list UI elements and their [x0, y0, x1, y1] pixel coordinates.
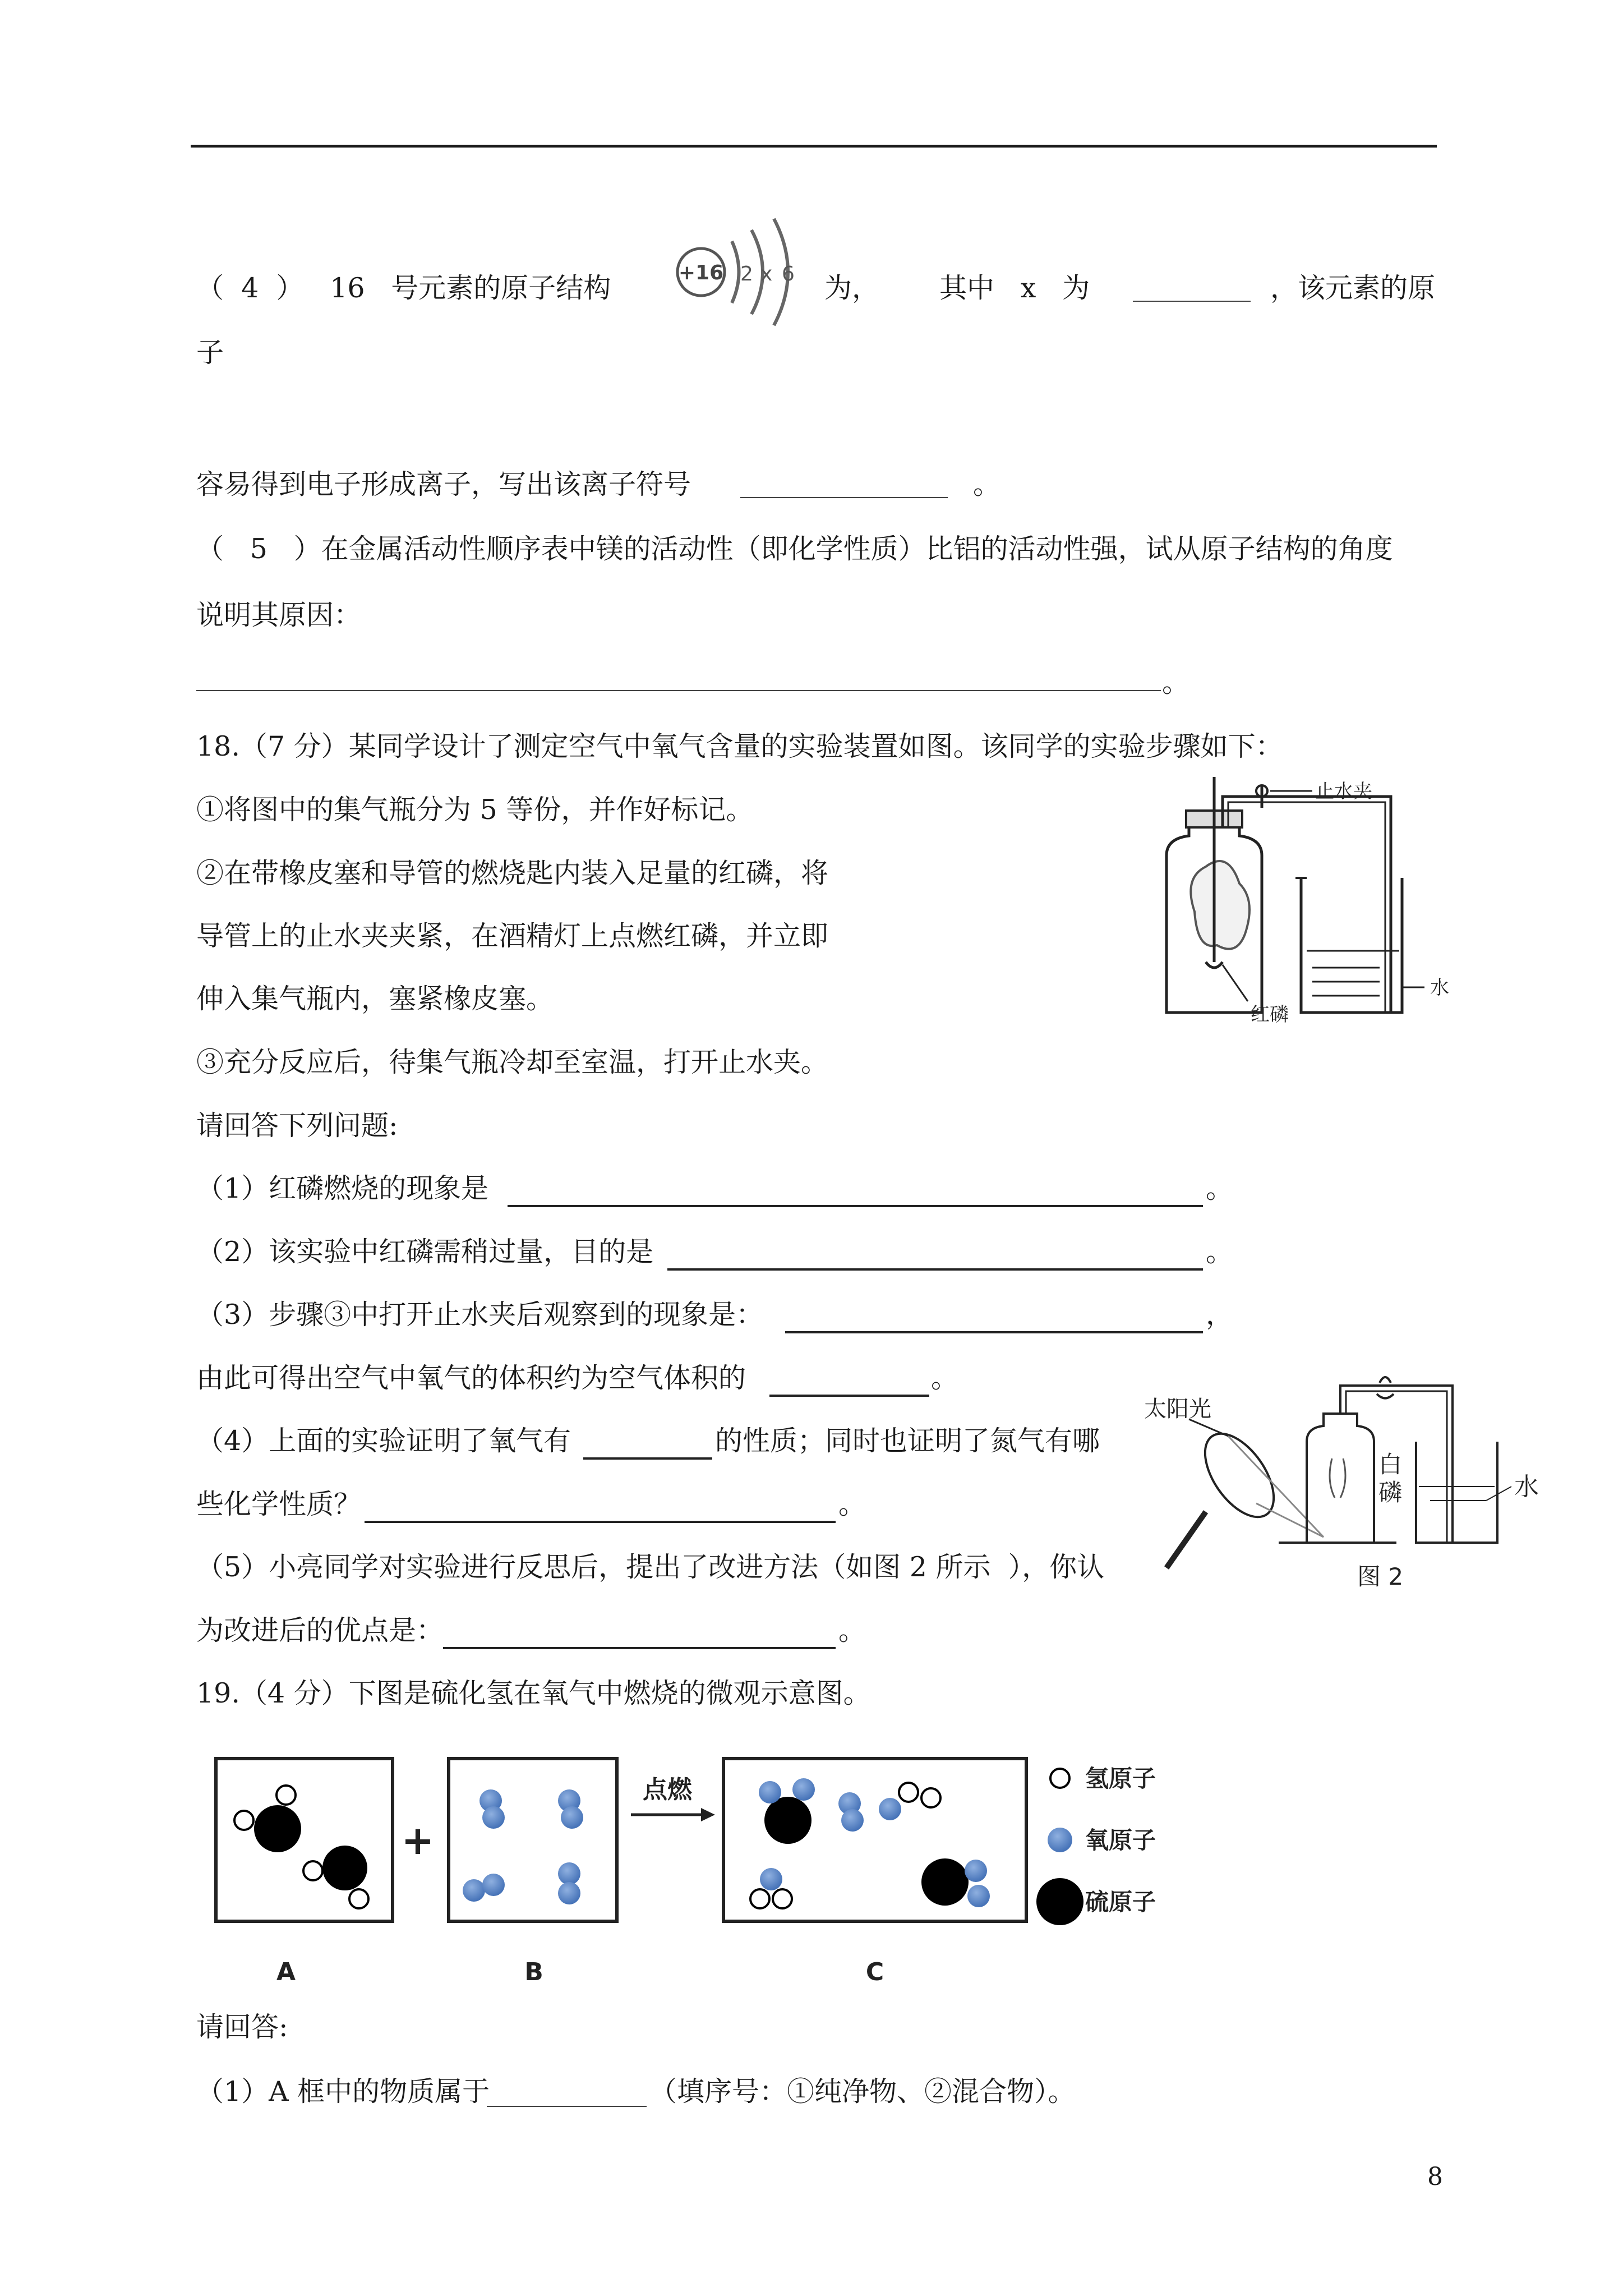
atom-shell2-label: x — [760, 263, 773, 286]
q17-x-blank[interactable] — [1133, 280, 1251, 302]
atom-structure-figure — [662, 208, 813, 337]
q18-answer2-end: 。 — [1206, 1236, 1234, 1268]
reaction-micro-figure — [208, 1736, 1217, 1994]
q17-part5-text-c: 。 — [1162, 666, 1190, 698]
fig2-caption: 图 2 — [1357, 1563, 1404, 1590]
legend-hydrogen-icon — [1050, 1769, 1069, 1788]
legend-sulfur-label: 硫原子 — [1085, 1888, 1156, 1916]
q18-answer3-blank[interactable] — [785, 1310, 1203, 1333]
q18-answer5-label: （5）小亮同学对实验进行反思后，提出了改进方法（如图 2 所示 ），你认 — [196, 1551, 1105, 1583]
atom-shell1-label: 2 — [740, 263, 753, 286]
ignite-label: 点燃 — [643, 1775, 692, 1804]
box-a-label: A — [276, 1958, 296, 1986]
q19-title: 19.（4 分）下图是硫化氢在氧气中燃烧的微观示意图。 — [196, 1677, 871, 1709]
q18-answer5b-label: 为改进后的优点是： — [196, 1614, 444, 1646]
plus-sign: + — [401, 1818, 435, 1864]
apparatus-figure-2 — [1138, 1374, 1576, 1599]
q17-part4-text-e: 子 — [196, 337, 224, 369]
page-number: 8 — [1427, 2162, 1443, 2191]
q17-part4-text-f: 容易得到电子形成离子，写出该离子符号 — [196, 468, 691, 500]
q18-answer1-label: （1）红磷燃烧的现象是 — [196, 1172, 489, 1204]
q17-part5-text-b: 说明其原因： — [196, 599, 362, 631]
q18-answer4-label: （4）上面的实验证明了氧气有 — [196, 1425, 571, 1457]
q18-answer4b-blank[interactable] — [365, 1499, 836, 1523]
q18-answer4b-end: 。 — [838, 1488, 866, 1520]
q18-answer2-label: （2）该实验中红磷需稍过量，目的是 — [196, 1236, 654, 1268]
apparatus-figure-1 — [1144, 766, 1492, 1035]
q18-step2a: ②在带橡皮塞和导管的燃烧匙内装入足量的红磷，将 — [196, 857, 829, 889]
q18-answer1-end: 。 — [1206, 1172, 1234, 1204]
legend-hydrogen-label: 氢原子 — [1085, 1765, 1156, 1792]
q19-prompt: 请回答: — [196, 2011, 288, 2043]
header-rule — [191, 145, 1437, 148]
q18-step1: ①将图中的集气瓶分为 5 等份，并作好标记。 — [196, 794, 754, 826]
q18-step2b: 导管上的止水夹夹紧，在酒精灯上点燃红磷，并立即 — [196, 920, 829, 952]
legend-oxygen-icon — [1048, 1828, 1072, 1852]
q18-answer3-end: ， — [1206, 1299, 1234, 1331]
q18-answer3b-label: 由此可得出空气中氧气的体积约为空气体积的 — [196, 1362, 746, 1394]
fig1-phosphorus-label: 红磷 — [1251, 1004, 1289, 1026]
box-b-oxygen-molecules — [463, 1789, 583, 1904]
fig2-water-label: 水 — [1514, 1473, 1539, 1501]
q17-part4-text-d: ，该元素的原 — [1270, 272, 1436, 304]
q18-answer3-label: （3）步骤③中打开止水夹后观察到的现象是： — [196, 1299, 764, 1331]
q18-answer2-blank[interactable] — [667, 1247, 1203, 1271]
q18-prompt: 请回答下列问题: — [196, 1110, 398, 1142]
q18-answer5b-end: 。 — [838, 1614, 866, 1646]
fig2-white1-label: 白 — [1378, 1451, 1403, 1478]
box-b-label: B — [524, 1958, 543, 1986]
q18-title: 18.（7 分）某同学设计了测定空气中氧气含量的实验装置如图。该同学的实验步骤如下： — [196, 730, 1283, 762]
atom-shell3-label: 6 — [782, 263, 795, 286]
q18-step2c: 伸入集气瓶内，塞紧橡皮塞。 — [196, 983, 554, 1015]
atom-nucleus-label: +16 — [678, 261, 724, 284]
q18-answer3b-end: 。 — [931, 1362, 959, 1394]
q18-answer1-blank[interactable] — [508, 1184, 1203, 1207]
q19-answer1-blank[interactable] — [487, 2086, 647, 2107]
q17-part4-text-g: 。 — [973, 468, 1001, 500]
legend-oxygen-label: 氧原子 — [1085, 1826, 1156, 1854]
fig2-white2-label: 磷 — [1378, 1479, 1403, 1506]
box-c-label: C — [865, 1958, 884, 1986]
q19-answer1-end: （填序号：①纯净物、②混合物）。 — [649, 2076, 1076, 2108]
q17-part4-text-a: （ 4 ） 16 号元素的原子结构 — [196, 272, 611, 304]
q18-answer4-blank[interactable] — [583, 1436, 712, 1460]
legend-sulfur-icon — [1036, 1878, 1083, 1925]
fig1-water-label: 水 — [1430, 977, 1449, 999]
fig1-clamp-label: 止水夹 — [1315, 780, 1372, 803]
q17-reason-blank[interactable] — [196, 673, 1161, 691]
q18-answer4b-label: 些化学性质？ — [196, 1488, 362, 1520]
q18-answer5b-blank[interactable] — [443, 1626, 836, 1649]
q17-ion-blank[interactable] — [740, 477, 948, 498]
q18-step3: ③充分反应后，待集气瓶冷却至室温，打开止水夹。 — [196, 1046, 829, 1078]
fig2-sun-label: 太阳光 — [1144, 1396, 1211, 1422]
q18-answer4-mid: 的性质；同时也证明了氮气有哪 — [715, 1425, 1100, 1457]
q18-answer3b-blank[interactable] — [769, 1373, 929, 1397]
q17-part4-text-b: 为， — [824, 272, 880, 304]
q17-part5-text-a: （ 5 ）在金属活动性顺序表中镁的活动性（即化学性质）比铝的活动性强，试从原子结构的角度 — [196, 533, 1393, 565]
q17-part4-text-c: 其中 x 为 — [939, 272, 1090, 304]
q19-answer1-label: （1）A 框中的物质属于 — [196, 2076, 490, 2108]
